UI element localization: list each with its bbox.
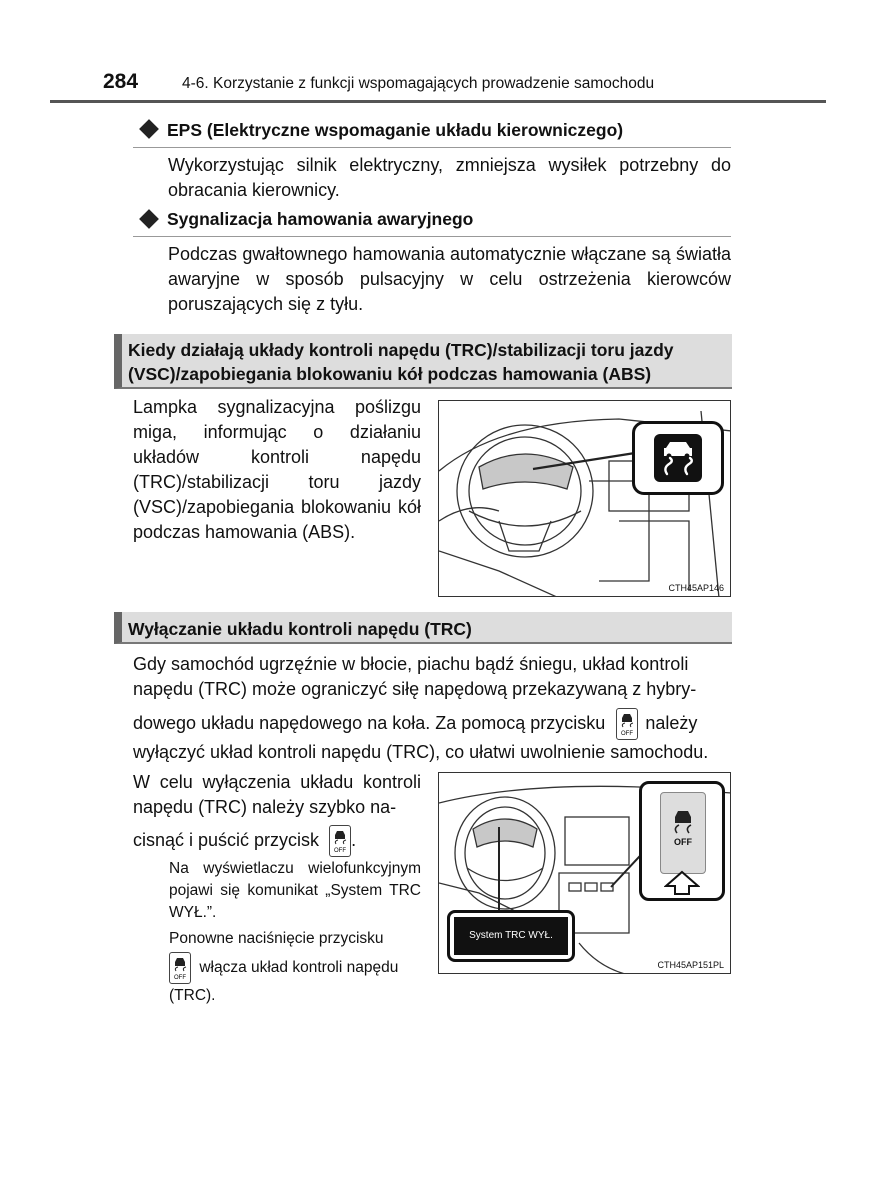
eps-text: Wykorzystując silnik elektryczny, zmniejsza wysiłek potrzebny do obracania kierownicy. — [168, 155, 731, 200]
svg-text:OFF: OFF — [174, 975, 186, 981]
note-text: (TRC). — [169, 987, 216, 1004]
button-callout — [639, 781, 725, 901]
figure-code: CTH45AP151PL — [657, 960, 724, 970]
section2-intro-line1: Gdy samochód ugrzęźnie w błocie, piachu bądź śniegu, układ kontroli — [133, 654, 689, 674]
page-number: 284 — [103, 70, 139, 93]
trc-off-button — [660, 792, 706, 874]
section2-intro-line3 — [133, 708, 697, 740]
hazard-heading: Sygnalizacja hamowania awaryjnego — [167, 209, 474, 229]
section2-intro-line4: wyłączyć układ kontroli napędu (TRC), co ułatwi uwolnienie samochodu. — [133, 742, 709, 762]
divider — [133, 236, 731, 237]
section2-title: Wyłączanie układu kontroli napędu (TRC) — [128, 619, 472, 639]
diamond-bullet-icon — [139, 209, 159, 229]
diamond-bullet-icon — [139, 119, 159, 139]
step-text: cisnąć i puścić przycisk — [133, 829, 320, 850]
trc-off-button-icon — [169, 952, 191, 984]
arrow-up-icon — [664, 870, 700, 896]
figure-steering-wheel-indicator — [438, 400, 731, 597]
note-display-message: Na wyświetlaczu wielofunkcyjnym pojawi się komunikat „System TRC WYŁ.”. — [169, 860, 421, 921]
skid-indicator-icon — [654, 434, 702, 482]
button-off-label: OFF — [674, 837, 692, 847]
note-press-again: Ponowne naciśnięcie przycisku — [169, 930, 384, 947]
step-text: . — [351, 829, 357, 850]
section-heading-bar — [114, 334, 732, 389]
section1-title-line1: Kiedy działają układy kontroli napędu (TRC)/stabilizacji toru jazdy — [128, 340, 674, 360]
display-message: System TRC WYŁ. — [454, 917, 568, 955]
figure-trc-off-button — [438, 772, 731, 974]
indicator-callout — [632, 421, 724, 495]
trc-off-button-icon — [616, 708, 638, 740]
trc-off-button-icon — [329, 825, 351, 857]
svg-text:OFF: OFF — [334, 848, 347, 854]
chapter-title: 4-6. Korzystanie z funkcji wspomagających prowadzenie samochodu — [182, 75, 655, 92]
intro-text: należy — [645, 712, 698, 733]
step-text: W celu wyłączenia układu kontroli napędu (TRC) należy szybko na- — [133, 772, 421, 817]
section-heading-bar — [114, 612, 732, 644]
key-off-label: OFF — [621, 731, 634, 737]
divider — [133, 147, 731, 148]
skid-icon — [661, 793, 705, 863]
step-text-line — [133, 825, 356, 857]
hazard-text: Podczas gwałtownego hamowania automatycznie włączane są światła awaryjne w sposób pulsacyjny w celu ostrzeżenia kierowców poruszających się z tyłu. — [168, 244, 731, 314]
intro-text: dowego układu napędowego na koła. Za pomocą przycisku — [133, 712, 606, 733]
display-callout — [447, 910, 575, 962]
eps-heading: EPS (Elektryczne wspomaganie układu kierowniczego) — [167, 120, 624, 140]
section1-title-line2: (VSC)/zapobiegania blokowaniu kół podczas hamowania (ABS) — [128, 364, 652, 384]
section2-intro-line2: napędu (TRC) może ograniczyć siłę napędową przekazywaną z hybry- — [133, 679, 697, 699]
note-text: włącza układ kontroli napędu — [199, 959, 399, 977]
note-press-again-line — [169, 952, 398, 984]
figure-code: CTH45AP146 — [668, 583, 724, 593]
section1-text: Lampka sygnalizacyjna poślizgu miga, informując o działaniu układów kontroli napędu (TRC)/stabilizacji toru jazdy (VSC)/zapobiegania blokowaniu kół podczas hamowania (ABS). — [133, 397, 421, 542]
header-rule — [50, 100, 826, 103]
